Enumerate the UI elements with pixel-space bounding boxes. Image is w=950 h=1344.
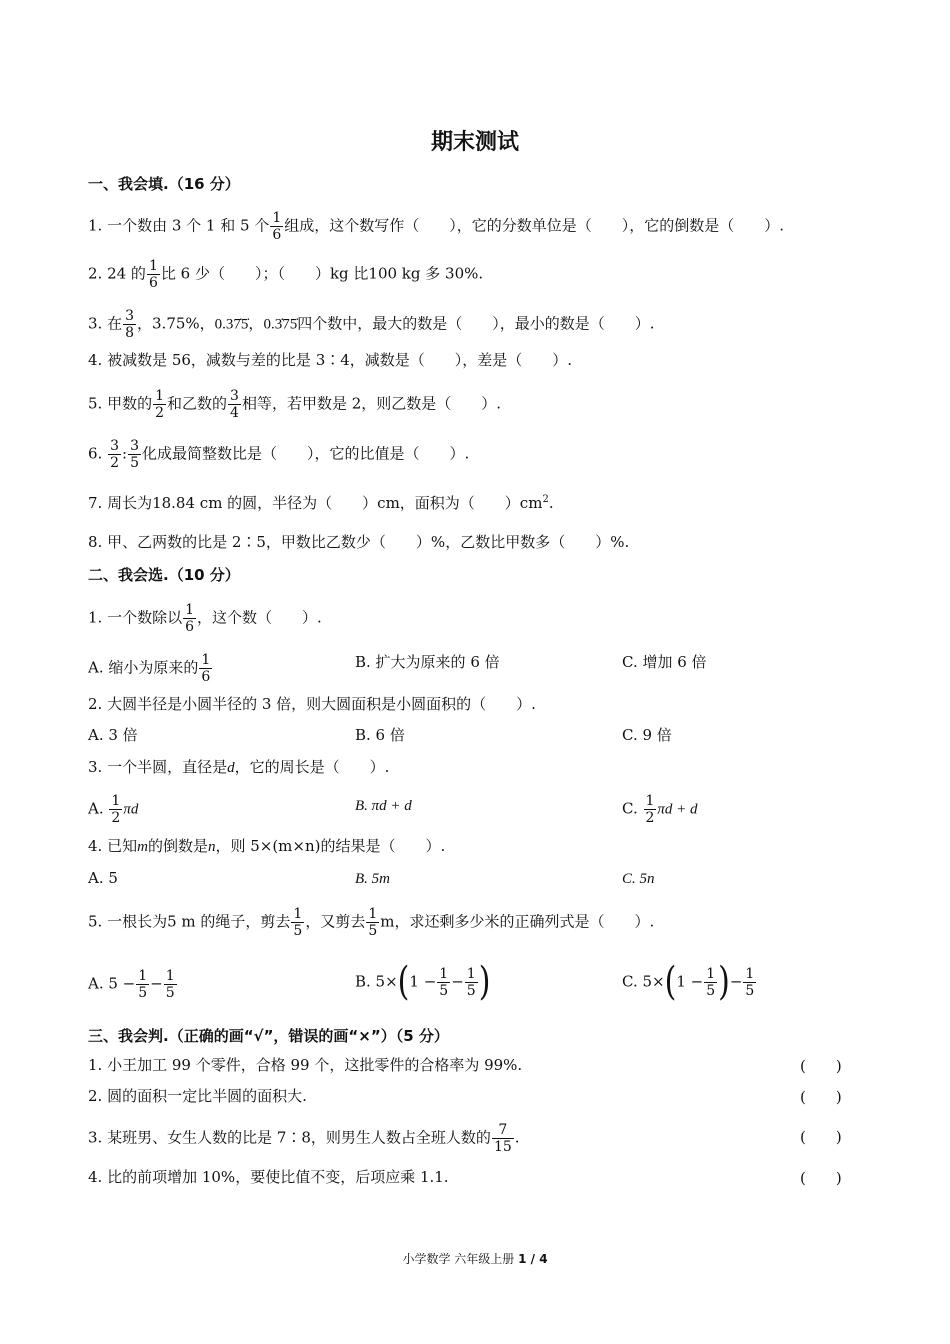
fraction: $\frac{1}{5}$ bbox=[165, 968, 175, 1001]
judge-question-4: 4. 比的前项增加 10%，要使比值不变，后项应乘 1.1. bbox=[88, 1168, 449, 1186]
fill-question-6: 6. $\frac{3}{2}$ : $\frac{3}{5}$ 化成最简整数比是（ ），它的比值是（ ）. bbox=[88, 438, 470, 471]
fill-question-8: 8. 甲、乙两数的比是 2∶5，甲数比乙数少（ ）%，乙数比甲数多（ ）%. bbox=[88, 533, 630, 551]
judge-question-3: 3. 某班男、女生人数的比是 7∶8，则男生人数占全班人数的 $\frac{7}{15}$ . bbox=[88, 1122, 520, 1155]
option-b: B. 5m bbox=[355, 871, 390, 887]
fill-question-2: 2. 24 的 $\frac{1}{6}$ 比 6 少（ ）；（ ）kg 比100 kg 多 30%. bbox=[88, 258, 484, 291]
option-a: A. $\frac{1}{2}$ πd bbox=[88, 793, 139, 826]
section-heading-judge: 三、我会判.（正确的画“√”，错误的画“×”）（5 分） bbox=[88, 1027, 449, 1045]
page-title: 期末测试 bbox=[430, 130, 519, 155]
fill-question-5: 5. 甲数的 $\frac{1}{2}$ 和乙数的 $\frac{3}{4}$ 相等，若甲数是 2，则乙数是（ ）. bbox=[88, 388, 502, 421]
fraction: $\frac{1}{5}$ bbox=[706, 966, 716, 999]
option-c: C. $\frac{1}{2}$ πd + d bbox=[622, 793, 698, 826]
answer-paren: ( ) bbox=[800, 1057, 842, 1075]
fraction: $\frac{7}{15}$ bbox=[493, 1122, 512, 1155]
choose-question-2: 2. 大圆半径是小圆半径的 3 倍，则大圆面积是小圆面积的（ ）. bbox=[88, 695, 536, 713]
fill-question-1: 1. 一个数由 3 个 1 和 5 个 $\frac{1}{6}$ 组成，这个数写作（ ），它的分数单位是（ ），它的倒数是（ ）. bbox=[88, 210, 785, 243]
judge-question-1: 1. 小王加工 99 个零件，合格 99 个，这批零件的合格率为 99%. bbox=[88, 1056, 523, 1074]
option-b: B. 6 倍 bbox=[355, 726, 405, 744]
fraction: $\frac{1}{5}$ bbox=[439, 966, 449, 999]
option-b: B. 5×(1 − $\frac{1}{5}$ − $\frac{1}{5}$ ) bbox=[355, 959, 491, 1005]
section-heading-choose: 二、我会选.（10 分） bbox=[88, 566, 240, 584]
fraction: $\frac{1}{5}$ bbox=[368, 906, 378, 939]
fraction: $\frac{1}{6}$ bbox=[272, 210, 282, 243]
fraction: $\frac{3}{5}$ bbox=[130, 438, 139, 471]
fill-question-7: 7. 周长为18.84 cm 的圆，半径为（ ）cm，面积为（ ）$cm^2$. bbox=[88, 494, 554, 512]
fraction: $\frac{1}{2}$ bbox=[111, 793, 121, 826]
choose-question-4: 4. 已知m的倒数是n，则 5×(m×n)的结果是（ ）. bbox=[88, 837, 446, 855]
option-c: C. 5n bbox=[622, 871, 655, 887]
option-a: A. 缩小为原来的 $\frac{1}{6}$ bbox=[88, 652, 211, 685]
option-a: A. 5 bbox=[88, 869, 118, 887]
fraction: $\frac{1}{6}$ bbox=[148, 258, 158, 291]
option-b: B. 扩大为原来的 6 倍 bbox=[355, 653, 500, 671]
fraction: $\frac{3}{2}$ bbox=[110, 438, 120, 471]
page-number: 1 / 4 bbox=[518, 1252, 548, 1266]
section-heading-fill: 一、我会填.（16 分） bbox=[88, 175, 240, 193]
answer-paren: ( ) bbox=[800, 1169, 842, 1187]
option-b: B. πd + d bbox=[355, 798, 412, 814]
page-footer: 小学数学 六年级上册 1 / 4 bbox=[402, 1252, 548, 1266]
option-a: A. 5 − $\frac{1}{5}$ − $\frac{1}{5}$ bbox=[88, 968, 175, 1001]
choose-question-1: 1. 一个数除以 $\frac{1}{6}$ ，这个数（ ）. bbox=[88, 602, 322, 635]
answer-paren: ( ) bbox=[800, 1088, 842, 1106]
fraction: $\frac{3}{8}$ bbox=[125, 308, 135, 341]
fraction: $\frac{1}{5}$ bbox=[745, 966, 755, 999]
choose-question-3: 3. 一个半圆，直径是d，它的周长是（ ）. bbox=[88, 758, 390, 776]
option-a: A. 3 倍 bbox=[88, 726, 138, 744]
answer-paren: ( ) bbox=[800, 1128, 842, 1146]
option-c: C. 5×(1 − $\frac{1}{5}$ )− $\frac{1}{5}$ bbox=[622, 959, 755, 1005]
judge-question-2: 2. 圆的面积一定比半圆的面积大. bbox=[88, 1087, 307, 1105]
fraction: $\frac{1}{6}$ bbox=[201, 652, 211, 685]
option-c: C. 9 倍 bbox=[622, 726, 672, 744]
fraction: $\frac{1}{5}$ bbox=[466, 966, 476, 999]
option-c: C. 增加 6 倍 bbox=[622, 653, 707, 671]
fraction: $\frac{1}{2}$ bbox=[155, 388, 165, 421]
fraction: $\frac{1}{6}$ bbox=[185, 602, 195, 635]
fill-question-4: 4. 被减数是 56，减数与差的比是 3∶4，减数是（ ），差是（ ）. bbox=[88, 351, 573, 369]
fraction: $\frac{1}{5}$ bbox=[138, 968, 148, 1001]
choose-question-5: 5. 一根长为5 m 的绳子，剪去 $\frac{1}{5}$ ，又剪去 $\frac{1}{5}$ m，求还剩多少米的正确列式是（ ）. bbox=[88, 906, 655, 939]
fraction: $\frac{1}{2}$ bbox=[645, 793, 655, 826]
fraction: $\frac{3}{4}$ bbox=[230, 388, 239, 421]
fraction: $\frac{1}{5}$ bbox=[293, 906, 303, 939]
fill-question-3: 3. 在 $\frac{3}{8}$ ，3.75%，0.37̇5̇，0.3̇75̇四个数中，最大的数是（ ），最小的数是（ ）. bbox=[88, 308, 655, 341]
